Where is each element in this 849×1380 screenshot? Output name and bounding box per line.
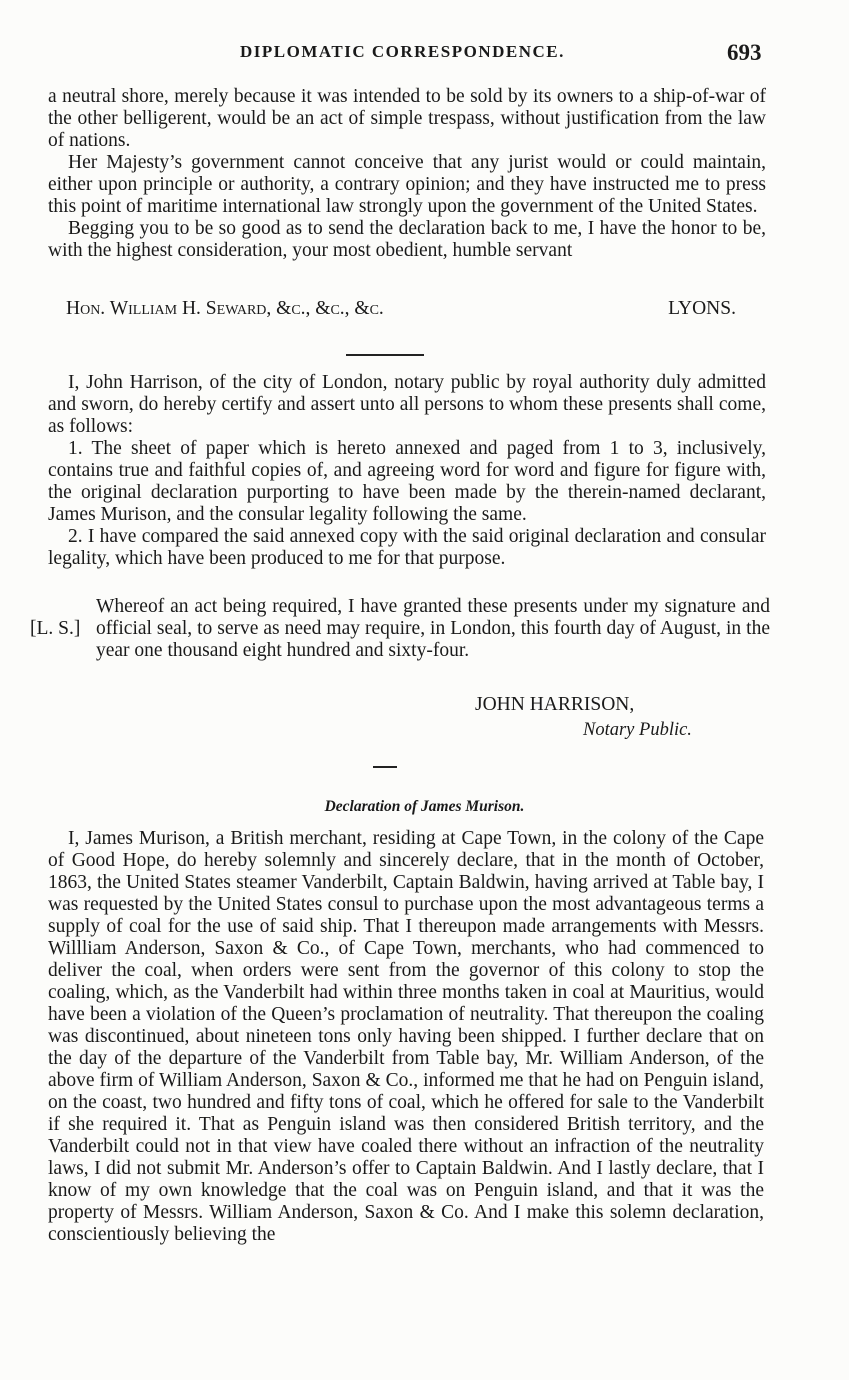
- seal-mark: [L. S.]: [30, 618, 81, 639]
- running-head: DIPLOMATIC CORRESPONDENCE.: [240, 42, 565, 61]
- addressee: Hon. William H. Seward, &c., &c., &c.: [66, 298, 384, 319]
- certificate-item: 1. The sheet of paper which is hereto annexed and paged from 1 to 3, inclusively, contains true and faithful copies of, and agreeing word for word and figure for figure with, the original declaration purporting to have been made by the therein-named declarant, James Murison, and the consular legality following the same.: [48, 438, 766, 525]
- declaration-title: Declaration of James Murison.: [324, 798, 525, 815]
- notary-title: Notary Public.: [583, 720, 692, 740]
- letter-paragraph: Begging you to be so good as to send the declaration back to me, I have the honor to be, with the highest consideration, your most obedient, humble servant: [48, 218, 766, 261]
- whereof-block: [30, 596, 770, 662]
- declaration-body: [48, 828, 764, 1246]
- page-header: [0, 38, 849, 78]
- certificate-intro: I, John Harrison, of the city of London, notary public by royal authority duly admitted and sworn, do hereby certify and assert unto all persons to whom these presents shall come, as follows:: [48, 372, 766, 437]
- page-number: 693: [727, 40, 762, 65]
- letter-paragraph: a neutral shore, merely because it was intended to be sold by its owners to a ship-of-war of the other belligerent, would be an act of simple trespass, without justification from the law of nations.: [48, 86, 766, 151]
- declaration-text: I, James Murison, a British merchant, residing at Cape Town, in the colony of the Cape of Good Hope, do hereby solemnly and sincerely declare, that in the month of October, 1863, the United States steamer Vanderbilt, Captain Baldwin, having arrived at Table bay, I was requested by the United States consul to purchase upon the most advantageous terms a supply of coal for the use of said ship. That I thereupon made arrangements with Messrs. Willliam Anderson, Saxon & Co., of Cape Town, merchants, who had commenced to deliver the coal, when orders were sent from the governor of this colony to stop the coaling, which, as the Vanderbilt had within three months taken in coal at Mauritius, would have been a violation of the Queen’s proclamation of neutrality. That thereupon the coaling was discontinued, about nineteen tons only having been shipped. I further declare that on the day of the departure of the Vanderbilt from Table bay, Mr. William Anderson, of the above firm of William Anderson, Saxon & Co., informed me that he had on Penguin island, on the coast, two hundred and fifty tons of coal, which he offered for sale to the Vanderbilt if she required it. That as Penguin island was then considered British territory, and the Vanderbilt could not in that view have coaled there without an infraction of the neutrality laws, I did not submit Mr. Anderson’s offer to Captain Baldwin. And I lastly declare, that I know of my own knowledge that the coal was on Penguin island, and that it was the property of Messrs. William Anderson, Saxon & Co. And I make this solemn declaration, conscientiously believing the: [48, 828, 764, 1245]
- section-divider: [373, 766, 397, 768]
- signer: LYONS.: [668, 298, 736, 319]
- certificate-item: 2. I have compared the said annexed copy with the said original declaration and consular legality, which have been produced to me for that purpose.: [48, 526, 766, 569]
- letter-body: [48, 86, 766, 262]
- notary-name: JOHN HARRISON,: [475, 694, 635, 715]
- notarial-certificate: [48, 372, 766, 570]
- section-divider: [346, 354, 424, 356]
- letter-paragraph: Her Majesty’s government cannot conceive that any jurist would or could maintain, either upon principle or authority, a contrary opinion; and they have instructed me to press this point of maritime international law strongly upon the government of the United States.: [48, 152, 766, 217]
- whereof-text: Whereof an act being required, I have granted these presents under my signature and official seal, to serve as need may require, in London, this fourth day of August, in the year one thousand eight hundred and sixty-four.: [96, 596, 770, 661]
